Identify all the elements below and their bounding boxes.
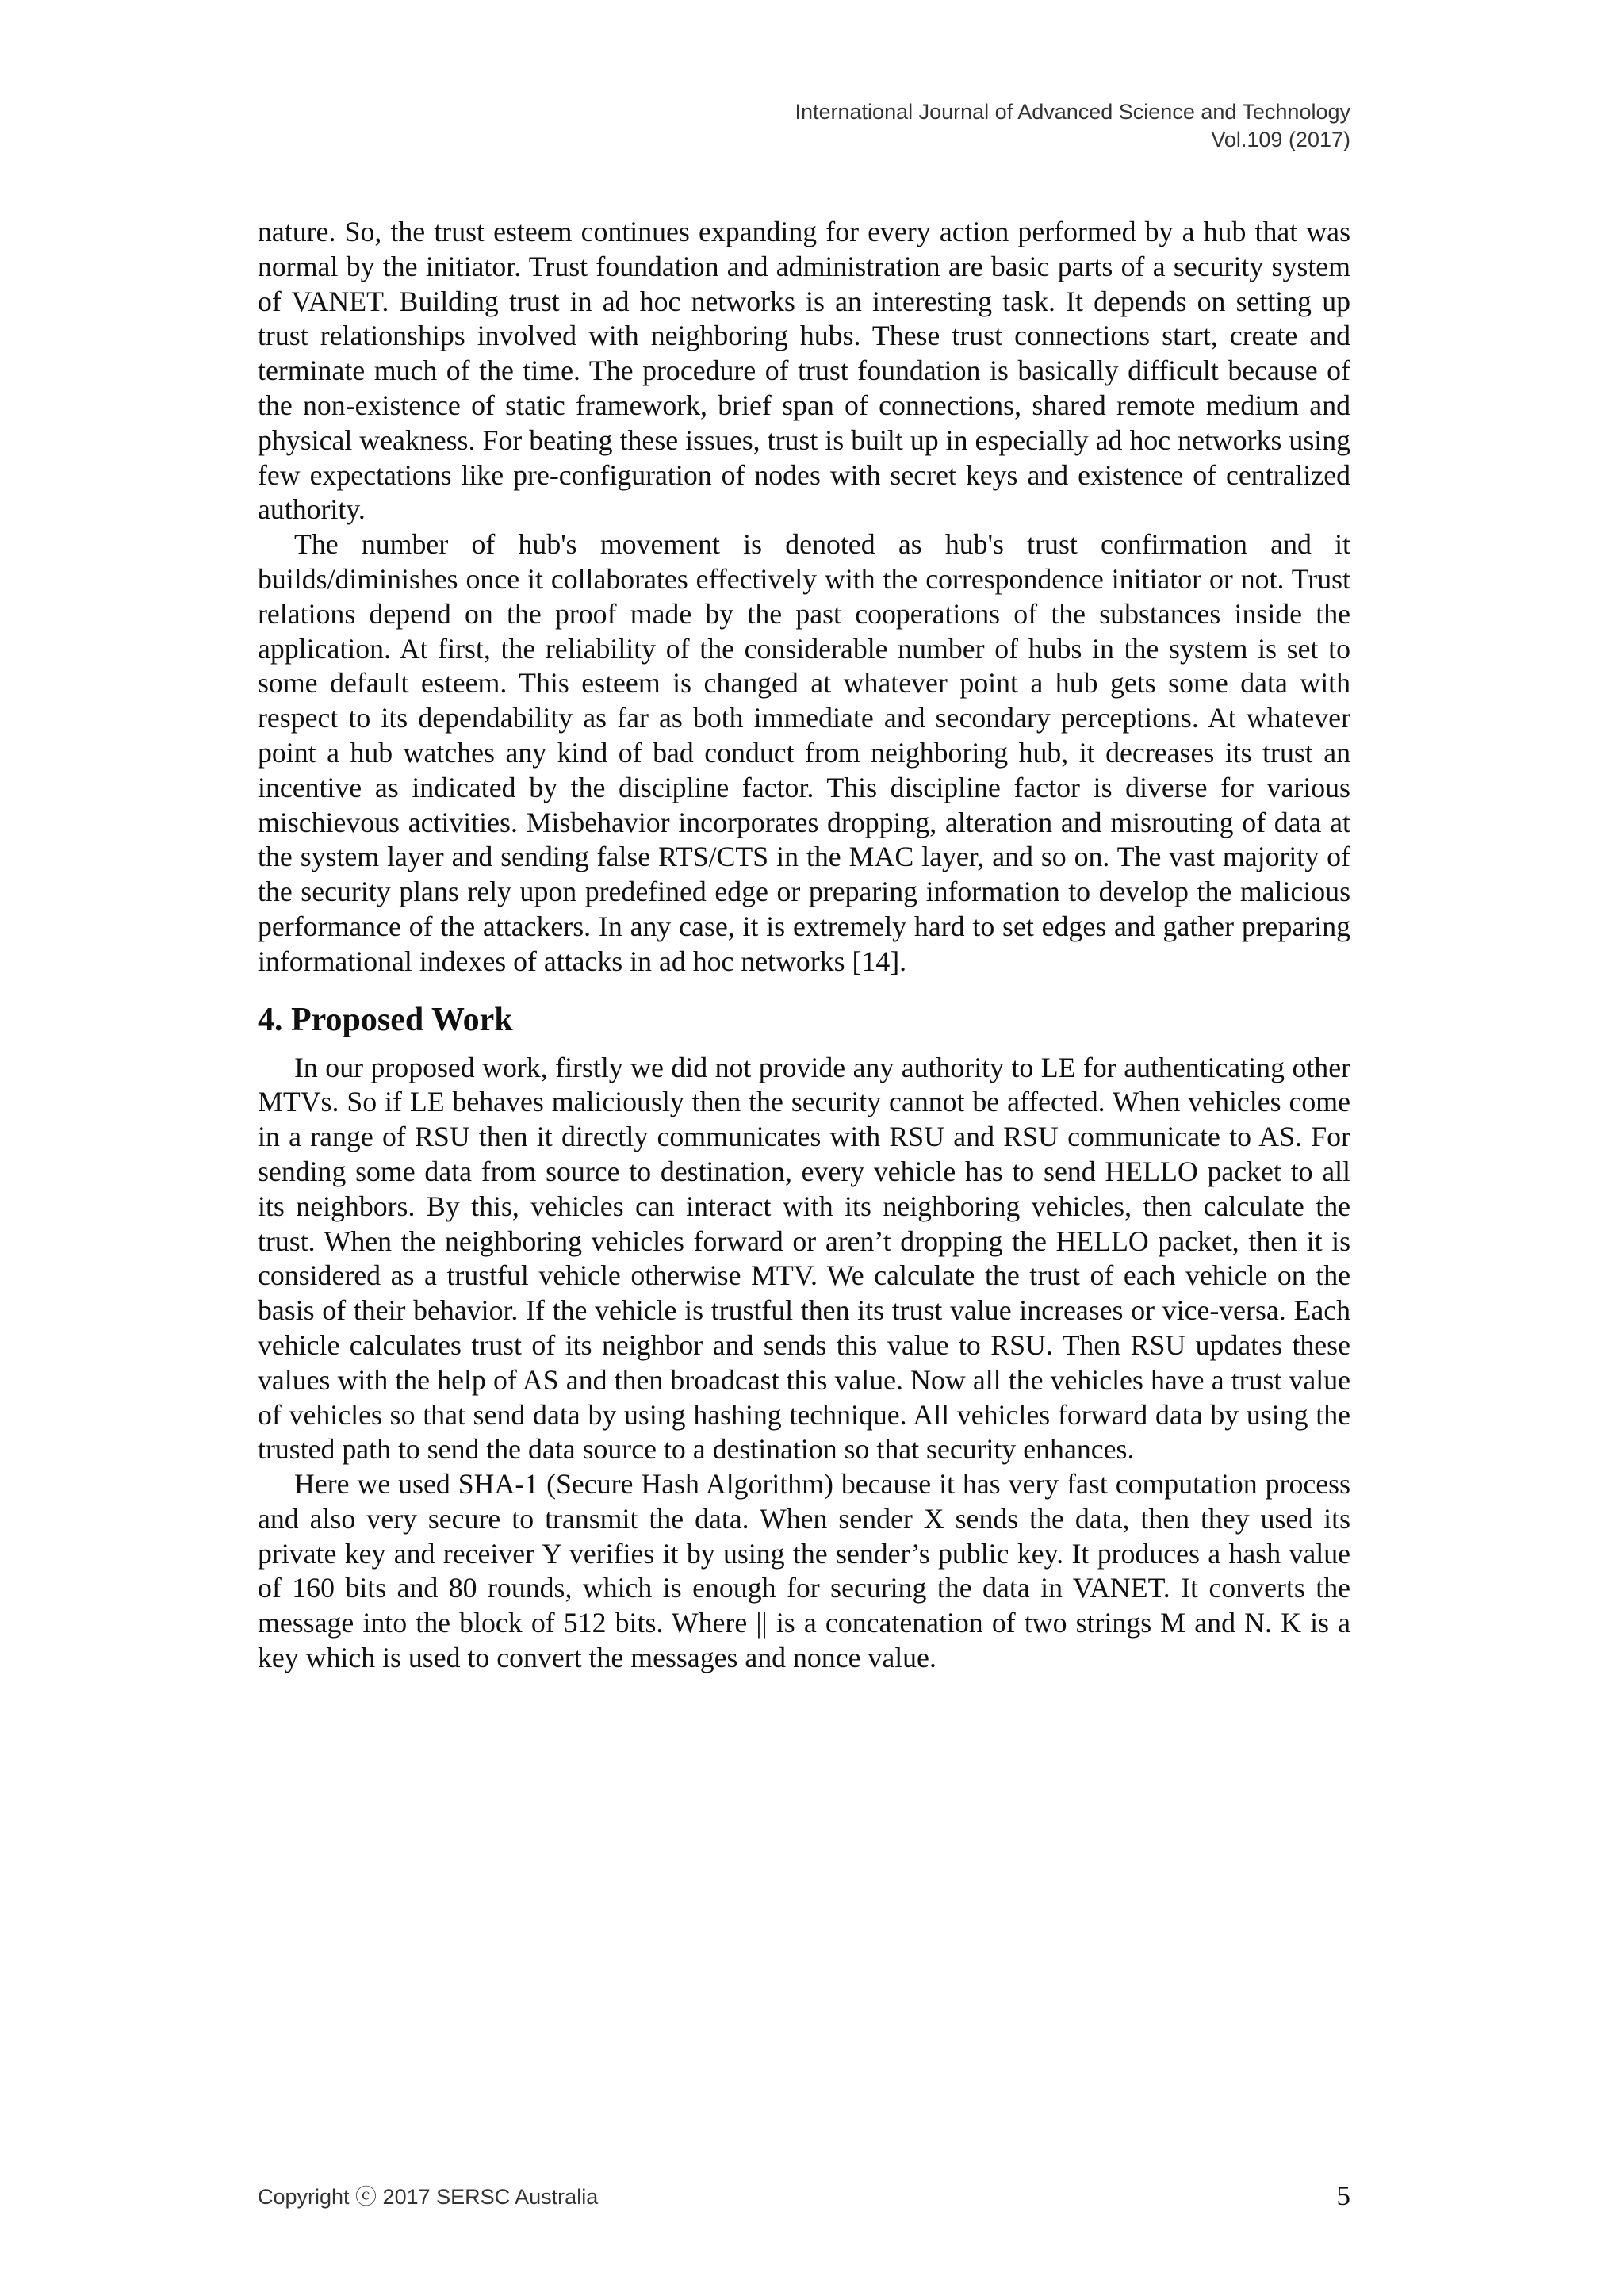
body-paragraph: In our proposed work, firstly we did not provide any authority to LE for authenticating other MTVs. So if LE behaves maliciously then the security cannot be affected. When vehicles come in a range of RSU then it directly communicates with RSU and RSU communicate to AS. For sending some data from source to destination, every vehicle has to send HELLO packet to all its neighbors. By this, vehicles can interact with its neighboring vehicles, then calculate the trust. When the neighboring vehicles forward or aren’t dropping the HELLO packet, then it is considered as a trustful vehicle otherwise MTV. We calculate the trust of each vehicle on the basis of their behavior. If the vehicle is trustful then its trust value increases or vice-versa. Each vehicle calculates trust of its neighbor and sends this value to RSU. Then RSU updates these values with the help of AS and then broadcast this value. Now all the vehicles have a trust value of vehicles so that send data by using hashing technique. All vehicles forward data by using the trusted path to send the data source to a destination so that security enhances. xyxy=(258,1051,1350,1466)
journal-title: International Journal of Advanced Science and Technology xyxy=(795,100,1350,124)
copyright-notice: Copyright ⓒ 2017 SERSC Australia xyxy=(258,2185,599,2209)
body-paragraph: nature. So, the trust esteem continues expanding for every action performed by a hub that was normal by the initiator. Trust foundation and administration are basic parts of a security system of VANET. Building trust in ad hoc networks is an interesting task. It depends on setting up trust relationships involved with neighboring hubs. These trust connections start, create and terminate much of the time. The procedure of trust foundation is basically difficult because of the non-existence of static framework, brief span of connections, shared remote medium and physical weakness. For beating these issues, trust is built up in especially ad hoc networks using few expectations like pre-configuration of nodes with secret keys and existence of centralized authority. xyxy=(258,216,1350,526)
running-header xyxy=(795,98,1351,154)
body-paragraph: The number of hub's movement is denoted as hub's trust confirmation and it builds/diminishes once it collaborates effectively with the correspondence initiator or not. Trust relations depend on the proof made by the past cooperations of the substances inside the application. At first, the reliability of the considerable number of hubs in the system is set to some default esteem. This esteem is changed at whatever point a hub gets some data with respect to its dependability as far as both immediate and secondary perceptions. At whatever point a hub watches any kind of bad conduct from neighboring hub, it decreases its trust an incentive as indicated by the discipline factor. This discipline factor is diverse for various mischievous activities. Misbehavior incorporates dropping, alteration and misrouting of data at the system layer and sending false RTS/CTS in the MAC layer, and so on. The vast majority of the security plans rely upon predefined edge or preparing information to develop the malicious performance of the attackers. In any case, it is extremely hard to set edges and gather preparing informational indexes of attacks in ad hoc networks [14]. xyxy=(258,528,1350,977)
journal-volume: Vol.109 (2017) xyxy=(1211,128,1350,151)
section-heading: 4. Proposed Work xyxy=(258,1001,513,1038)
article-body xyxy=(258,215,1350,1676)
body-paragraph: Here we used SHA-1 (Secure Hash Algorithm) because it has very fast computation process and also very secure to transmit the data. When sender X sends the data, then they used its private key and receiver Y verifies it by using the sender’s public key. It produces a hash value of 160 bits and 80 rounds, which is enough for securing the data in VANET. It converts the message into the block of 512 bits. Where || is a concatenation of two strings M and N. K is a key which is used to convert the messages and nonce value. xyxy=(258,1468,1350,1674)
page-number: 5 xyxy=(1336,2180,1350,2211)
